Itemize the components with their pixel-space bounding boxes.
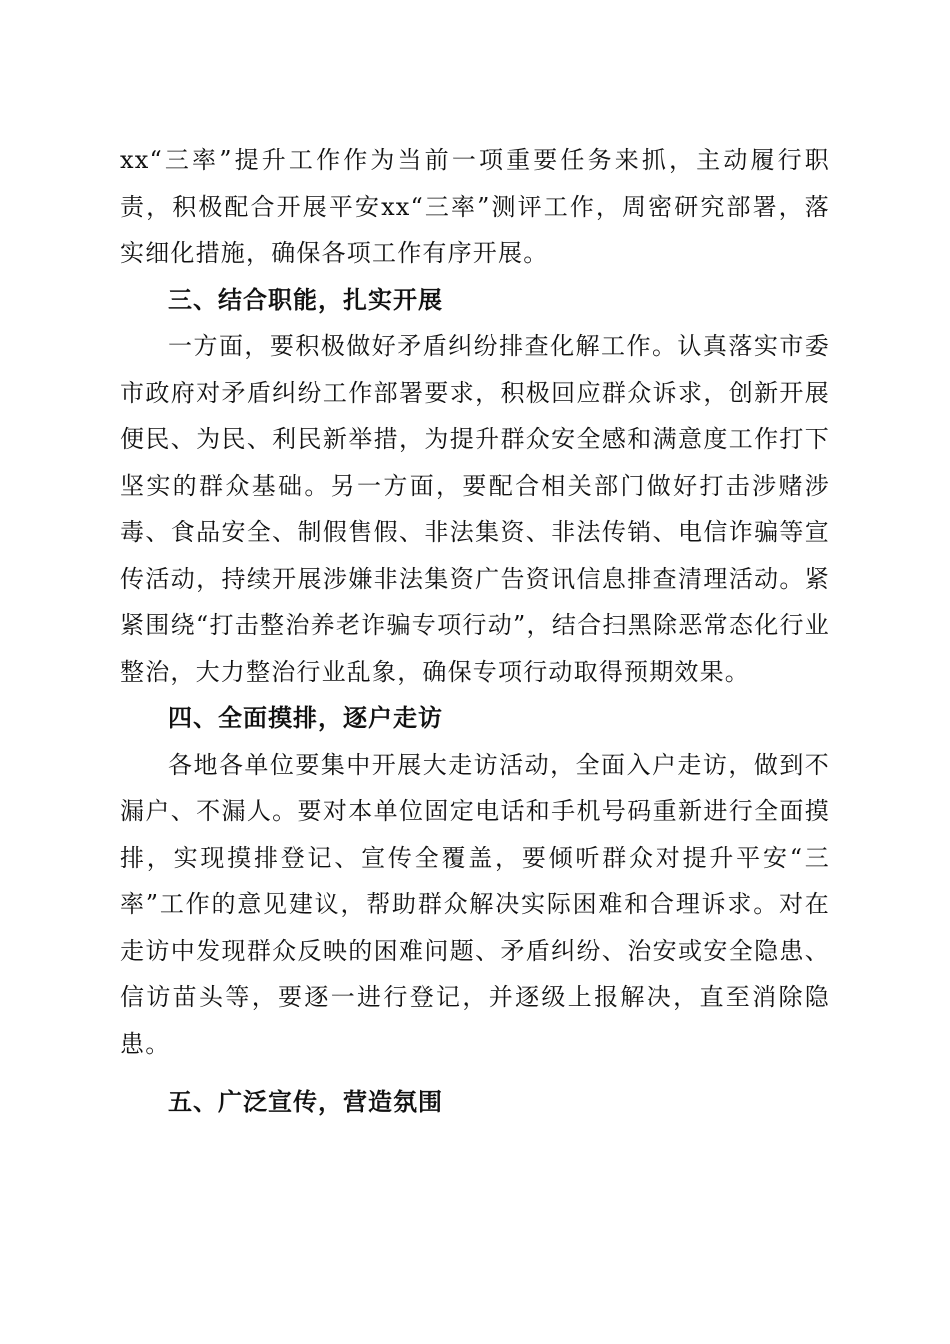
section-3-paragraph: 一方面，要积极做好矛盾纠纷排查化解工作。认真落实市委市政府对矛盾纠纷工作部署要求，积极回应群众诉求，创新开展便民、为民、利民新举措，为提升群众安全感和满意度工作打下坚实的群众基础。另一方面，要配合相关部门做好打击涉赌涉毒、食品安全、制假售假、非法集资、非法传销、电信诈骗等宣传活动，持续开展涉嫌非法集资广告资讯信息排查清理活动。紧紧围绕“打击整治养老诈骗专项行动”，结合扫黑除恶常态化行业整治，大力整治行业乱象，确保专项行动取得预期效果。: [120, 332, 830, 686]
document-body: [120, 137, 830, 1126]
section-heading-5: 五、广泛宣传，营造氛围: [168, 1088, 443, 1116]
continued-paragraph: xx“三率”提升工作作为当前一项重要任务来抓，主动履行职责，积极配合开展平安xx“三率”测评工作，周密研究部署，落实细化措施，确保各项工作有序开展。: [120, 146, 830, 267]
section-4-paragraph: 各地各单位要集中开展大走访活动，全面入户走访，做到不漏户、不漏人。要对本单位固定电话和手机号码重新进行全面摸排，实现摸排登记、宣传全覆盖，要倾听群众对提升平安“三率”工作的意见建议，帮助群众解决实际困难和合理诉求。对在走访中发现群众反映的困难问题、矛盾纠纷、治安或安全隐患、信访苗头等，要逐一进行登记，并逐级上报解决，直至消除隐患。: [120, 750, 830, 1058]
section-heading-4: 四、全面摸排，逐户走访: [168, 704, 443, 732]
section-heading-3: 三、结合职能，扎实开展: [168, 285, 443, 314]
